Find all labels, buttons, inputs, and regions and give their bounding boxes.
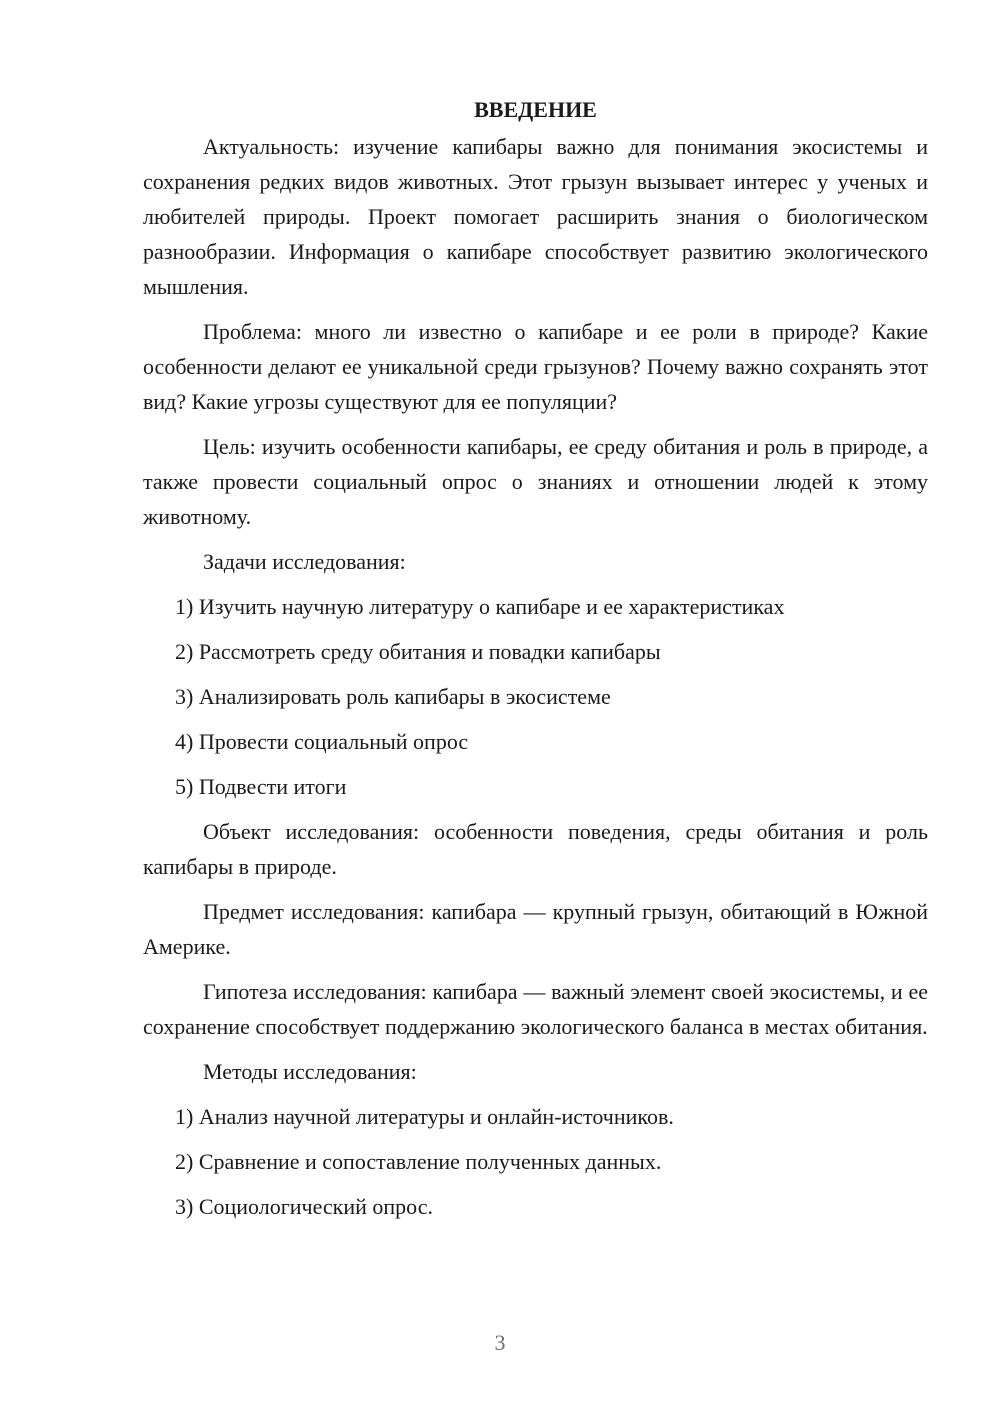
list-item: 2) Рассмотреть среду обитания и повадки капибары: [175, 639, 661, 664]
list-item: 5) Подвести итоги: [175, 774, 347, 799]
tasks-list: [143, 589, 928, 804]
object-paragraph: Объект исследования: особенности поведения, среды обитания и роль капибары в природе.: [143, 819, 928, 879]
section-title: ВВЕДЕНИЕ: [474, 97, 597, 122]
page-number: 3: [494, 1330, 506, 1355]
problem-paragraph: Проблема: много ли известно о капибаре и ее роли в природе? Какие особенности делают ее уникальной среди грызунов? Почему важно сохранять этот вид? Какие угрозы существуют для ее популяции?: [143, 319, 928, 414]
list-item: 3) Социологический опрос.: [175, 1194, 433, 1219]
list-item: 3) Анализировать роль капибары в экосистеме: [175, 684, 611, 709]
methods-label: Методы исследования:: [203, 1059, 417, 1084]
list-item: 1) Анализ научной литературы и онлайн-источников.: [175, 1104, 674, 1129]
list-item: 4) Провести социальный опрос: [175, 729, 469, 754]
list-item: 2) Сравнение и сопоставление полученных данных.: [175, 1149, 662, 1174]
subject-paragraph: Предмет исследования: капибара — крупный грызун, обитающий в Южной Америке.: [143, 899, 928, 959]
document-page: [143, 92, 928, 1234]
relevance-paragraph: Актуальность: изучение капибары важно для понимания экосистемы и сохранения редких видов животных. Этот грызун вызывает интерес у ученых и любителей природы. Проект помогает расширить знания о биологическом разнообразии. Информация о капибаре способствует развитию экологического мышления.: [143, 134, 928, 299]
tasks-label: Задачи исследования:: [203, 549, 406, 574]
list-item: 1) Изучить научную литературу о капибаре и ее характеристиках: [175, 594, 785, 619]
methods-list: [143, 1099, 928, 1224]
hypothesis-paragraph: Гипотеза исследования: капибара — важный элемент своей экосистемы, и ее сохранение способствует поддержанию экологического баланса в местах обитания.: [143, 979, 928, 1039]
goal-paragraph: Цель: изучить особенности капибары, ее среду обитания и роль в природе, а также провести социальный опрос о знаниях и отношении людей к этому животному.: [143, 434, 928, 529]
